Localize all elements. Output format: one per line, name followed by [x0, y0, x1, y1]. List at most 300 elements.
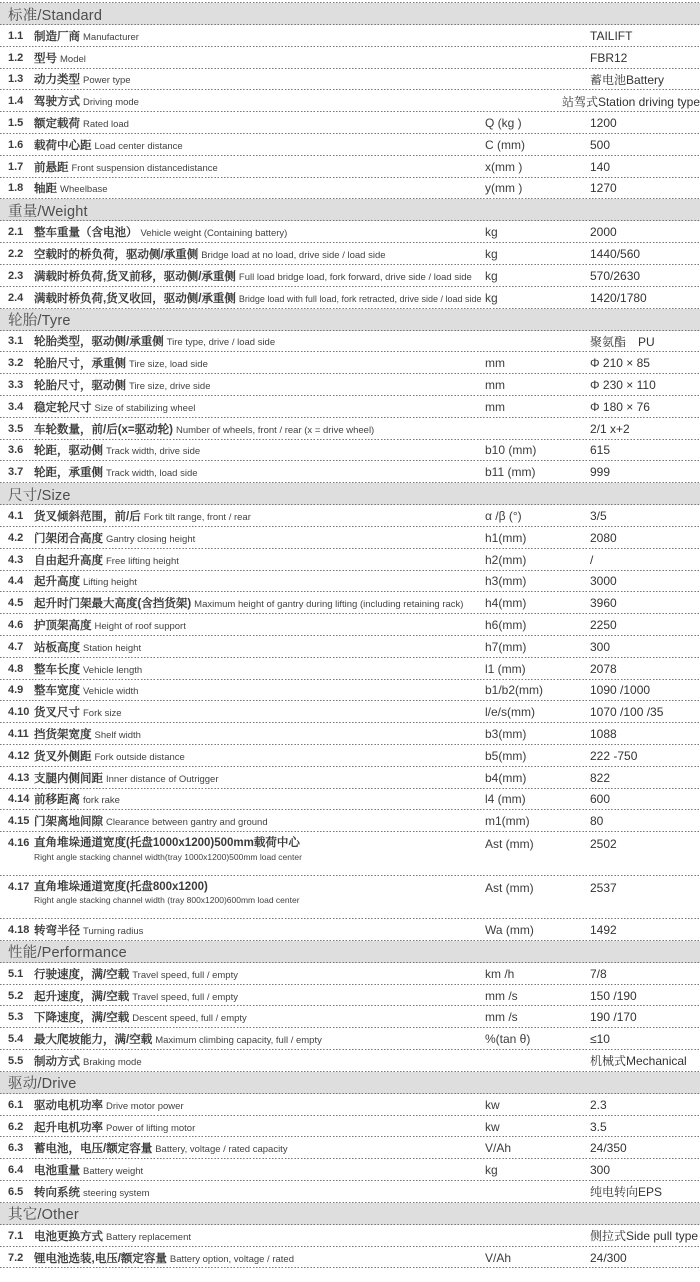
- row-unit: l1 (mm): [485, 661, 526, 676]
- spec-row: [0, 178, 700, 200]
- row-value: [590, 181, 700, 195]
- row-label: [34, 136, 485, 154]
- row-value-text: 1070 /100 /35: [590, 705, 664, 720]
- row-unit: b4(mm): [485, 770, 527, 785]
- row-label: [34, 1227, 485, 1245]
- row-label-en: Rated load: [83, 119, 129, 131]
- row-index: 4.10: [8, 706, 30, 719]
- row-index: 6.1: [8, 1098, 24, 1111]
- row-label: [34, 965, 485, 983]
- row-value: [590, 1032, 700, 1046]
- spec-row: [0, 287, 700, 309]
- row-value-text: 80: [590, 814, 604, 829]
- row-label: [34, 1052, 485, 1070]
- row-unit: b11 (mm): [485, 465, 536, 480]
- row-label-en: Station height: [83, 642, 142, 654]
- row-unit: km /h: [485, 966, 515, 981]
- row-value: [590, 1141, 700, 1155]
- row-label-zh: 护顶架高度: [34, 620, 92, 633]
- row-value-text: 2000: [590, 225, 617, 240]
- row-label-zh: 动力类型: [34, 74, 80, 87]
- row-unit: b1/b2(mm): [485, 683, 544, 698]
- row-label: [34, 49, 485, 67]
- row-index: 1.2: [8, 51, 24, 64]
- row-label-zh: 型号: [34, 52, 57, 65]
- section-header: [0, 3, 700, 25]
- row-label: [34, 812, 485, 830]
- row-label: [34, 1161, 485, 1179]
- row-value-text: 1270: [590, 181, 617, 196]
- row-value: [590, 116, 700, 130]
- row-index: 6.3: [8, 1142, 24, 1155]
- row-value: [590, 269, 700, 283]
- row-index: 2.1: [8, 226, 24, 239]
- row-unit: V/Ah: [485, 1141, 512, 1156]
- row-label-en: Vehicle length: [83, 664, 143, 676]
- row-label: [34, 507, 485, 525]
- spec-row: [0, 1094, 700, 1116]
- row-label-en: Wheelbase: [60, 184, 108, 196]
- row-unit: Wa (mm): [485, 922, 534, 937]
- row-unit: b10 (mm): [485, 443, 537, 458]
- row-value-text: 600: [590, 792, 611, 807]
- row-index: 1.7: [8, 160, 24, 173]
- row-label: [34, 376, 485, 394]
- row-value-text: Φ 210 × 85: [590, 356, 650, 371]
- row-label: [34, 725, 485, 743]
- row-label-zh: 下降速度，满/空载: [34, 1012, 130, 1025]
- row-value: [590, 727, 700, 741]
- row-label-zh: 起升速度，满/空载: [34, 990, 130, 1003]
- row-value: [590, 1251, 700, 1265]
- row-label: [34, 1008, 485, 1026]
- row-label: [34, 92, 457, 110]
- row-label-zh: 前移距离: [34, 794, 80, 807]
- row-label-en: Track width, drive side: [106, 446, 201, 458]
- row-value-text: 570/2630: [590, 268, 641, 283]
- row-unit: mm: [485, 399, 505, 414]
- row-label-zh: 满载时桥负荷,货叉前移，驱动侧/承重侧: [34, 270, 236, 283]
- row-label-en: Battery option, voltage / rated: [169, 1253, 294, 1265]
- row-value-text: 3.5: [590, 1119, 607, 1134]
- row-unit: h3(mm): [485, 574, 527, 589]
- spec-row: [0, 680, 700, 702]
- row-label: [34, 616, 485, 634]
- spec-row: [0, 701, 700, 723]
- row-label-zh: 自由起升高度: [34, 554, 103, 567]
- row-value-text: 1088: [590, 727, 617, 741]
- row-value-text: 聚氨酯 PU: [590, 334, 655, 349]
- spec-row: [0, 527, 700, 549]
- row-value-text: 24/300: [590, 1250, 627, 1265]
- row-label: [34, 747, 485, 765]
- row-label-en: Fork outside distance: [94, 751, 185, 763]
- spec-row: [0, 265, 700, 287]
- row-value-text: 1440/560: [590, 247, 641, 262]
- row-unit: Ast (mm): [485, 837, 534, 852]
- row-value: [590, 662, 700, 676]
- row-value-text: 2/1 x+2: [590, 421, 630, 436]
- row-label-en: Gantry closing height: [106, 533, 196, 545]
- row-index: 3.3: [8, 379, 24, 392]
- row-label-zh: 轮胎类型，驱动侧/承重侧: [34, 336, 164, 349]
- spec-row: [0, 1028, 700, 1050]
- row-value: [590, 923, 700, 937]
- row-value: [590, 422, 700, 436]
- row-label: [34, 114, 485, 132]
- row-label-en: Tire type, drive / load side: [166, 337, 276, 349]
- row-index: 4.13: [8, 771, 30, 784]
- row-label-en: Model: [60, 53, 86, 65]
- row-value: [590, 1227, 700, 1244]
- row-value-text: 纯电转向EPS: [590, 1185, 663, 1200]
- row-label-zh: 轴距: [34, 183, 57, 196]
- row-value-text: 999: [590, 465, 611, 480]
- row-label-en: Fork size: [83, 708, 122, 720]
- row-label-en: Load center distance: [94, 140, 183, 152]
- row-label-en: steering system: [83, 1187, 150, 1199]
- row-label-zh: 货叉尺寸: [34, 707, 80, 720]
- row-value: [590, 1010, 700, 1024]
- row-label-zh: 电池更换方式: [34, 1230, 103, 1243]
- section-header: [0, 1203, 700, 1225]
- row-index: 7.2: [8, 1251, 24, 1264]
- row-label-zh: 行驶速度，满/空载: [34, 968, 130, 981]
- row-unit: mm /s: [485, 988, 518, 1003]
- row-value-text: 站驾式Station driving type: [561, 94, 700, 109]
- row-unit: x(mm ): [485, 159, 523, 174]
- row-value: [590, 596, 700, 610]
- row-unit: kg: [485, 225, 498, 240]
- row-label-zh: 制造厂商: [34, 30, 80, 43]
- spec-row: [0, 1247, 700, 1269]
- row-value-text: 1420/1780: [590, 290, 647, 305]
- row-label-en: Tire size, drive side: [129, 381, 211, 393]
- section-title: 尺寸/Size: [8, 487, 71, 504]
- row-index: 6.4: [8, 1164, 24, 1177]
- row-label-en: Vehicle width: [83, 686, 139, 698]
- spec-row: [0, 1006, 700, 1028]
- row-label: [34, 836, 485, 863]
- section-title: 重量/Weight: [8, 203, 88, 220]
- row-index: 2.2: [8, 248, 24, 261]
- spec-row: [0, 243, 700, 265]
- row-value-text: FBR12: [590, 50, 628, 65]
- row-unit: h4(mm): [485, 596, 527, 611]
- row-value: [590, 881, 700, 895]
- row-label-en: Travel speed, full / empty: [132, 991, 238, 1003]
- row-value: [590, 225, 700, 239]
- row-value: [590, 291, 700, 305]
- spec-row: [0, 832, 700, 876]
- row-value-text: 300: [590, 1163, 611, 1178]
- section-title: 轮胎/Tyre: [8, 313, 71, 330]
- row-label-zh: 转向系统: [34, 1186, 80, 1199]
- spec-row: [0, 134, 700, 156]
- row-value: [590, 400, 700, 414]
- row-label-en: Shelf width: [94, 730, 141, 741]
- row-label-en: Driving mode: [83, 97, 139, 109]
- row-label-zh: 蓄电池，电压/额定容量: [34, 1143, 153, 1156]
- row-unit: m1(mm): [485, 814, 530, 829]
- spec-row: [0, 723, 700, 745]
- row-label-zh: 挡货架宽度: [34, 729, 92, 741]
- row-index: 4.18: [8, 923, 30, 936]
- row-value-text: 侧拉式Side pull type: [590, 1229, 699, 1244]
- row-value-text: 3000: [590, 574, 617, 589]
- row-value: [590, 356, 700, 370]
- row-label-zh: 额定载荷: [34, 118, 80, 131]
- row-label-en: Drive motor power: [106, 1100, 184, 1112]
- row-unit: mm: [485, 356, 505, 371]
- row-value-text: TAILIFT: [590, 28, 633, 43]
- spec-table: [0, 3, 700, 1268]
- row-label: [34, 223, 485, 241]
- row-index: 4.11: [8, 728, 29, 740]
- row-value: [590, 967, 700, 981]
- row-label: [34, 354, 485, 372]
- section-header: [0, 1072, 700, 1094]
- row-label: [34, 1139, 485, 1157]
- row-value-text: 1200: [590, 116, 617, 131]
- row-index: 4.7: [8, 640, 24, 653]
- row-label-en: Braking mode: [83, 1056, 142, 1068]
- row-unit: kg: [485, 290, 498, 305]
- row-label: [34, 420, 485, 438]
- row-value: [590, 443, 700, 457]
- row-unit: l/e/s(mm): [485, 705, 535, 720]
- row-label: [34, 398, 485, 416]
- row-value: [590, 509, 700, 523]
- row-value: [590, 574, 700, 588]
- row-unit: h2(mm): [485, 552, 527, 567]
- spec-row: [0, 789, 700, 811]
- row-value: [562, 93, 700, 110]
- row-label: [34, 332, 485, 350]
- row-value-text: ≤10: [590, 1032, 610, 1047]
- row-unit: Ast (mm): [485, 880, 534, 895]
- row-index: 1.8: [8, 182, 24, 195]
- row-value-text: 300: [590, 639, 611, 654]
- row-unit: l4 (mm): [485, 792, 526, 807]
- row-value-text: 24/350: [590, 1141, 627, 1156]
- spec-row: [0, 505, 700, 527]
- row-value-text: 140: [590, 159, 611, 174]
- row-label-zh: 载荷中心距: [34, 139, 92, 152]
- row-index: 6.2: [8, 1120, 24, 1133]
- row-index: 4.9: [8, 684, 24, 697]
- row-value-text: 2537: [590, 880, 617, 895]
- row-value: [590, 138, 700, 152]
- row-value-text: 3/5: [590, 509, 607, 524]
- row-label-en: Bridge load at no load, drive side / load side: [201, 250, 386, 262]
- row-value: [590, 792, 700, 806]
- spec-row: [0, 745, 700, 767]
- row-unit: Q (kg ): [485, 116, 522, 131]
- row-label-en: Height of roof support: [94, 621, 186, 633]
- row-label-zh: 轮胎尺寸，驱动侧: [34, 380, 126, 393]
- row-label-zh: 驾驶方式: [34, 96, 80, 109]
- spec-row: [0, 876, 700, 920]
- row-unit: kw: [485, 1097, 500, 1112]
- row-value-text: 2078: [590, 661, 617, 676]
- row-index: 3.2: [8, 357, 24, 370]
- spec-row: [0, 1116, 700, 1138]
- row-label-zh: 货叉外侧距: [34, 750, 92, 763]
- spec-row: [0, 1225, 700, 1247]
- row-label: [34, 880, 485, 907]
- row-value-text: 2250: [590, 618, 617, 633]
- row-label: [34, 660, 485, 678]
- row-unit: %(tan θ): [485, 1032, 531, 1047]
- row-value-text: 615: [590, 443, 611, 458]
- row-label-zh: 制动方式: [34, 1055, 80, 1068]
- row-label-en: Track width, load side: [106, 468, 198, 480]
- row-index: 4.15: [8, 815, 30, 828]
- section-title: 性能/Performance: [8, 945, 127, 962]
- spec-row: [0, 810, 700, 832]
- row-index: 3.1: [8, 335, 24, 348]
- row-label-zh: 站板高度: [34, 641, 80, 654]
- row-value: [590, 1163, 700, 1177]
- row-index: 1.3: [8, 73, 24, 86]
- row-label-zh: 起升高度: [34, 576, 80, 589]
- row-label-zh: 整车宽度: [34, 685, 80, 698]
- row-label-en: Travel speed, full / empty: [132, 969, 238, 981]
- row-label-en: Power type: [83, 75, 131, 87]
- row-value-text: 3960: [590, 596, 617, 611]
- row-label-zh: 直角堆垛通道宽度(托盘1000x1200)500mm载荷中心: [34, 837, 300, 850]
- row-label: [34, 1118, 485, 1136]
- spec-row: [0, 636, 700, 658]
- row-value-text: 7/8: [590, 966, 607, 981]
- row-label-en: Maximum climbing capacity, full / empty: [155, 1035, 322, 1047]
- row-index: 1.5: [8, 117, 24, 130]
- row-value-text: 190 /170: [590, 1010, 637, 1025]
- row-label-zh: 空载时的桥负荷，驱动侧/承重侧: [34, 249, 199, 262]
- section-header: [0, 483, 700, 505]
- row-value-text: /: [590, 552, 594, 567]
- row-index: 4.1: [8, 510, 24, 523]
- spec-row: [0, 461, 700, 483]
- row-index: 4.2: [8, 531, 24, 544]
- row-label: [34, 594, 485, 612]
- row-value: [590, 378, 700, 392]
- section-title: 驱动/Drive: [8, 1076, 77, 1093]
- row-label-zh: 转弯半径: [34, 924, 80, 937]
- row-index: 4.6: [8, 619, 24, 632]
- spec-sheet-page: [0, 2, 700, 1268]
- row-label-en: Descent speed, full / empty: [132, 1013, 247, 1025]
- row-label: [34, 463, 485, 481]
- spec-row: [0, 614, 700, 636]
- row-index: 3.4: [8, 400, 24, 413]
- row-label: [34, 179, 485, 197]
- row-label-en: Battery, voltage / rated capacity: [155, 1144, 288, 1156]
- row-index: 2.3: [8, 269, 24, 282]
- row-label-zh: 轮胎尺寸，承重侧: [34, 358, 126, 371]
- row-label: [34, 245, 485, 263]
- row-value-text: 500: [590, 137, 611, 152]
- row-unit: mm: [485, 378, 505, 393]
- row-index: 4.5: [8, 597, 24, 610]
- row-index: 7.1: [8, 1229, 24, 1242]
- row-label-en: Front suspension distancedistance: [71, 162, 218, 174]
- row-index: 4.14: [8, 793, 30, 806]
- row-label-zh: 稳定轮尺寸: [34, 401, 92, 414]
- row-label-en: Maximum height of gantry during lifting (including retaining rack): [194, 599, 464, 611]
- row-label-zh: 前悬距: [34, 161, 69, 174]
- row-value: [590, 989, 700, 1003]
- row-label: [34, 638, 485, 656]
- row-value: [590, 1052, 700, 1069]
- row-index: 4.3: [8, 553, 24, 566]
- row-index: 4.17: [8, 880, 30, 893]
- row-index: 4.16: [8, 837, 30, 850]
- spec-row: [0, 549, 700, 571]
- row-label-en: Lifting height: [83, 577, 137, 589]
- row-index: 4.8: [8, 662, 24, 675]
- row-value-text: 机械式Mechanical: [590, 1054, 687, 1069]
- row-value: [590, 618, 700, 632]
- row-label-zh: 最大爬坡能力，满/空载: [34, 1034, 153, 1047]
- row-label-zh: 满载时桥负荷,货叉收回，驱动侧/承重侧: [34, 292, 236, 305]
- row-value: [590, 749, 700, 763]
- row-label: [34, 1249, 485, 1267]
- row-label: [34, 987, 485, 1005]
- row-label: [34, 551, 485, 569]
- row-value-text: 1090 /1000: [590, 683, 651, 698]
- row-label-en: Tire size, load side: [129, 359, 208, 371]
- row-value: [590, 531, 700, 545]
- row-label-en: Bridge load with full load, fork retracted, drive side / load side: [238, 293, 482, 304]
- row-index: 5.2: [8, 989, 24, 1002]
- row-label-en: Fork tilt range, front / rear: [143, 512, 251, 524]
- row-value: [590, 640, 700, 654]
- spec-row: [0, 156, 700, 178]
- row-label: [34, 1030, 485, 1048]
- row-label: [34, 703, 485, 721]
- spec-row: [0, 919, 700, 941]
- row-value: [590, 814, 700, 828]
- row-value: [590, 553, 700, 567]
- spec-row: [0, 592, 700, 614]
- row-label: [34, 529, 485, 547]
- spec-row: [0, 1050, 700, 1072]
- row-label-zh: 门架离地间隙: [34, 816, 103, 829]
- row-label-en: Battery weight: [83, 1166, 144, 1178]
- row-index: 3.6: [8, 444, 24, 457]
- row-index: 3.7: [8, 466, 24, 479]
- row-label-zh: 整车重量（含电池）: [34, 227, 138, 240]
- row-label: [34, 441, 485, 459]
- row-label: [34, 267, 485, 285]
- row-value: [590, 683, 700, 697]
- spec-row: [0, 1181, 700, 1203]
- row-value: [590, 1183, 700, 1200]
- row-label-zh: 支腿内侧间距: [34, 772, 103, 785]
- row-unit: h7(mm): [485, 639, 527, 654]
- row-value-text: 2.3: [590, 1097, 607, 1112]
- row-label-en: Vehicle weight (Containing battery): [140, 228, 288, 240]
- row-value: [590, 1120, 700, 1134]
- row-label-en: Turning radius: [83, 925, 144, 937]
- row-value: [590, 51, 700, 65]
- row-index: 2.4: [8, 291, 24, 304]
- row-label-zh: 货叉倾斜范围，前/后: [34, 511, 141, 524]
- row-value: [590, 333, 700, 350]
- row-value-text: 150 /190: [590, 988, 637, 1003]
